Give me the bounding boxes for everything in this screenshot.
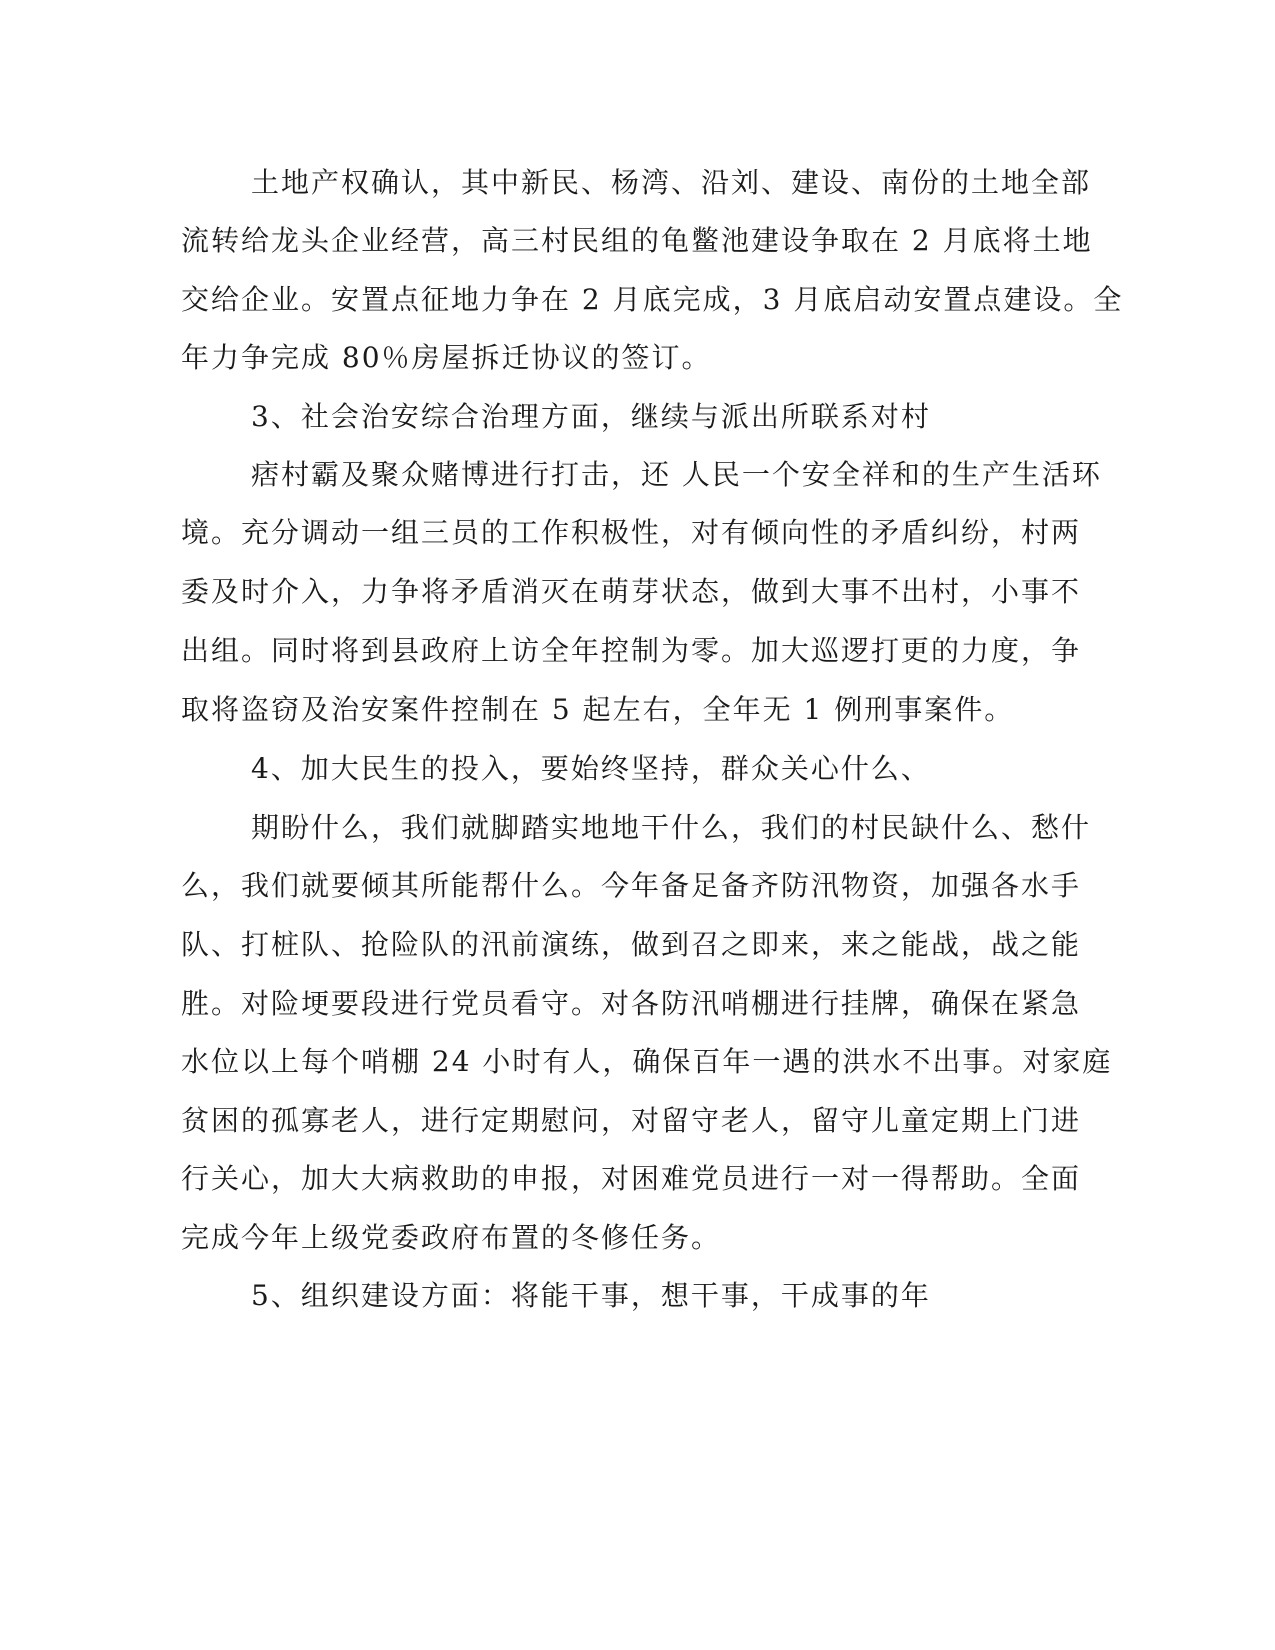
text-line: 交给企业。安置点征地力争在 2 月底完成，3 月底启动安置点建设。全: [181, 283, 1124, 316]
text-line: 5、组织建设方面：将能干事，想干事，干成事的年: [251, 1279, 931, 1312]
text-line: 土地产权确认，其中新民、杨湾、沿刘、建设、南份的土地全部: [251, 166, 1092, 199]
text-line: 队、打桩队、抢险队的汛前演练，做到召之即来，来之能战，战之能: [181, 928, 1082, 961]
text-line: 年力争完成 80％房屋拆迁协议的签订。: [181, 341, 712, 374]
text-line: 委及时介入，力争将矛盾消灭在萌芽状态，做到大事不出村，小事不: [181, 575, 1082, 608]
text-line: 贫困的孤寡老人，进行定期慰问，对留守老人，留守儿童定期上门进: [181, 1104, 1082, 1137]
text-line: 流转给龙头企业经营，高三村民组的龟鳖池建设争取在 2 月底将土地: [181, 224, 1093, 257]
text-line: 么，我们就要倾其所能帮什么。今年备足备齐防汛物资，加强各水手: [181, 869, 1082, 902]
text-line: 痞村霸及聚众赌博进行打击，还 人民一个安全祥和的生产生活环: [251, 458, 1102, 491]
text-line: 4、加大民生的投入，要始终坚持，群众关心什么、: [251, 752, 931, 785]
text-line: 3、社会治安综合治理方面，继续与派出所联系对村: [251, 400, 931, 433]
text-line: 期盼什么，我们就脚踏实地地干什么，我们的村民缺什么、愁什: [251, 811, 1092, 844]
text-line: 出组。同时将到县政府上访全年控制为零。加大巡逻打更的力度，争: [181, 634, 1082, 667]
text-line: 胜。对险埂要段进行党员看守。对各防汛哨棚进行挂牌，确保在紧急: [181, 987, 1082, 1020]
text-line: 境。充分调动一组三员的工作积极性，对有倾向性的矛盾纠纷，村两: [181, 516, 1082, 549]
text-line: 水位以上每个哨棚 24 小时有人，确保百年一遇的洪水不出事。对家庭: [181, 1045, 1113, 1078]
text-line: 取将盗窃及治安案件控制在 5 起左右，全年无 1 例刑事案件。: [181, 693, 1015, 726]
text-line: 完成今年上级党委政府布置的冬修任务。: [181, 1221, 722, 1254]
text-line: 行关心，加大大病救助的申报，对困难党员进行一对一得帮助。全面: [181, 1162, 1082, 1195]
